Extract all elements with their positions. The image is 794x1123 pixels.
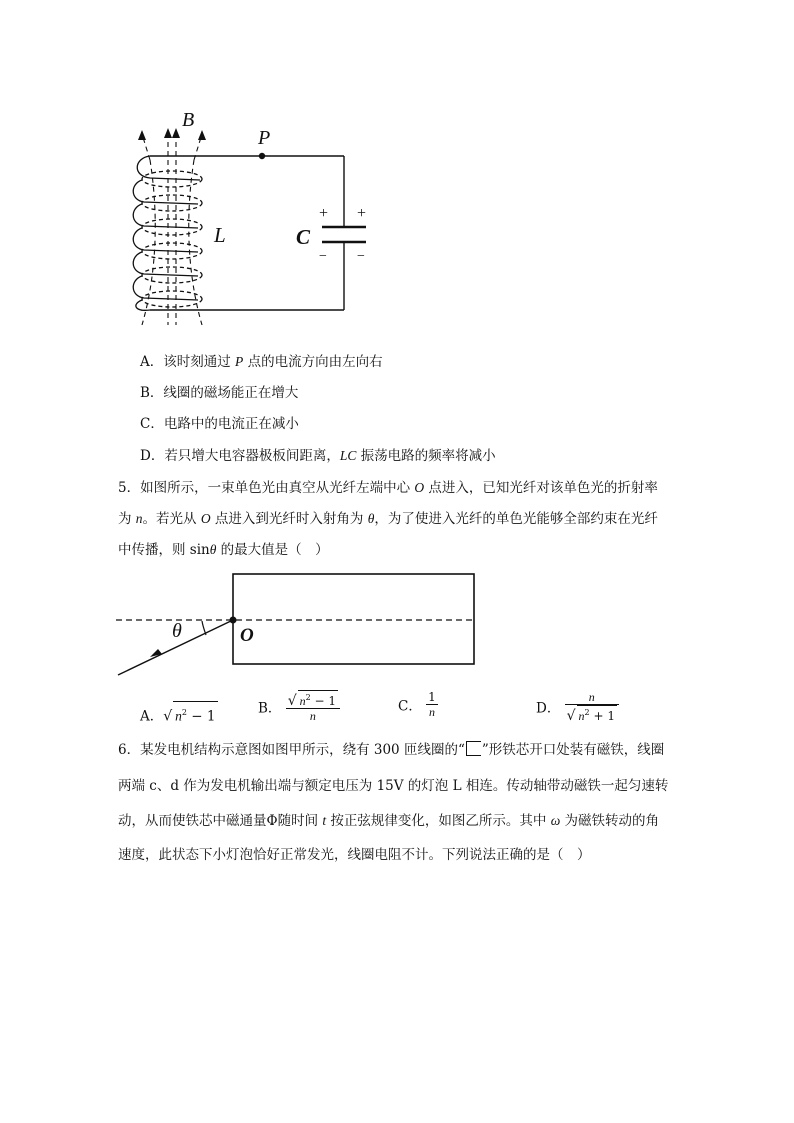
minus-left: −	[319, 249, 327, 264]
core-shape-icon	[466, 741, 481, 756]
q4-option-c: C．电路中的电流正在减小	[140, 416, 299, 432]
label-l: L	[214, 223, 226, 247]
q5-stem-line3: 中传播，则 sinθ 的最大值是（ ）	[118, 542, 329, 558]
q5-option-c: C． $\frac{1}{n}$	[398, 690, 436, 719]
fiber-rectangle	[233, 574, 474, 664]
plus-left: +	[319, 205, 329, 222]
minus-right: −	[357, 249, 365, 264]
optical-fiber-figure	[110, 565, 490, 680]
lc-circuit-figure	[110, 100, 390, 335]
q5-option-b: B． $\frac{√ n^2 - 1}{n}$	[258, 690, 340, 723]
fig-o: O	[240, 625, 254, 646]
point-p	[259, 153, 265, 159]
label-b: B	[182, 109, 195, 131]
q5-option-a: A．√ $n^2 - 1$	[140, 701, 218, 728]
point-o	[230, 617, 237, 624]
q5-stem-line2: 为 n。若光从 O 点进入到光纤时入射角为 θ，为了使进入光纤的单色光能够全部约束在光纤	[118, 511, 658, 527]
q6-stem-line2: 两端 c、d 作为发电机输出端与额定电压为 15V 的灯泡 L 相连。传动轴带动磁铁一起匀速转	[118, 778, 669, 794]
q6-stem-line1: 6．某发电机结构示意图如图甲所示，绕有 300 匝线圈的“ ”形铁芯开口处装有磁铁，线圈	[118, 742, 665, 758]
q4-option-d: D．若只增大电容器极板间距离，LC 振荡电路的频率将减小	[140, 448, 496, 464]
magnetic-field-lines	[142, 134, 202, 325]
q6-stem-line3: 动，从而使铁芯中磁通量Φ随时间 t 按正弦规律变化，如图乙所示。其中 ω 为磁铁转动的角	[118, 813, 660, 829]
label-c: C	[296, 225, 311, 249]
q4-option-b: B．线圈的磁场能正在增大	[140, 385, 299, 401]
q5-option-d: D． $\frac{n}{√ n^2 + 1}$	[536, 690, 619, 723]
fig-theta: θ	[172, 620, 182, 642]
q6-stem-line4: 速度，此状态下小灯泡恰好正常发光，线圈电阻不计。下列说法正确的是（ ）	[118, 847, 591, 863]
q4-option-a: A．该时刻通过 P 点的电流方向由左向右	[140, 354, 383, 370]
label-p: P	[258, 127, 271, 149]
q5-stem-line1: 5．如图所示，一束单色光由真空从光纤左端中心 O 点进入，已知光纤对该单色光的折射率	[118, 480, 658, 496]
plus-right: +	[357, 205, 367, 222]
angle-arc	[202, 621, 206, 635]
